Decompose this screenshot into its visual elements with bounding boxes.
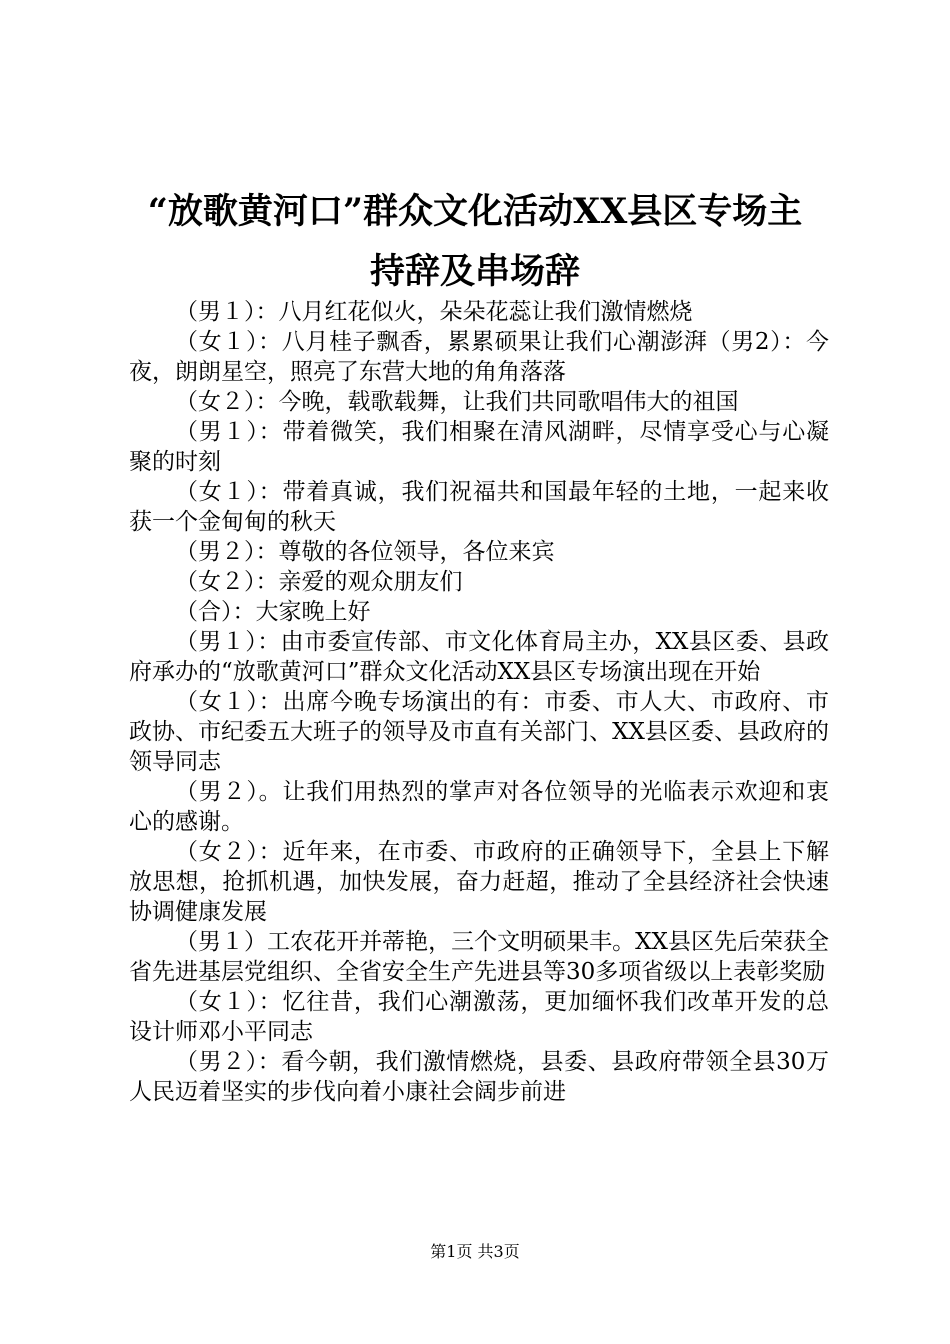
- paragraph: （男１）：八月红花似火，朵朵花蕊让我们激情燃烧: [175, 299, 693, 325]
- document-title: [120, 182, 830, 302]
- paragraph: （女２）：近年来，在市委、市政府的正确领导下，全县上下解放思想，抢抓机遇，加快发展，奋力赶超，推动了全县经济社会快速协调健康发展: [129, 839, 829, 925]
- paragraph: （男１）：带着微笑，我们相聚在清风湖畔，尽情享受心与心凝聚的时刻: [129, 419, 829, 475]
- paragraph: （男２）：尊敬的各位领导，各位来宾: [175, 539, 555, 565]
- document-body: [129, 297, 829, 1107]
- paragraph: （男２）。让我们用热烈的掌声对各位领导的光临表示欢迎和衷心的感谢。: [129, 779, 829, 835]
- paragraph: （男１）：由市委宣传部、市文化体育局主办，XX县区委、县政府承办的“放歌黄河口”群众文化活动XX县区专场演出现在开始: [129, 629, 829, 685]
- paragraph: （男１）工农花开并蒂艳，三个文明硕果丰。XX县区先后荣获全省先进基层党组织、全省安全生产先进县等30多项省级以上表彰奖励: [129, 929, 829, 985]
- title-line-2: 持辞及串场辞: [369, 251, 580, 292]
- title-line-1: “放歌黄河口”群众文化活动XX县区专场主: [147, 191, 803, 232]
- paragraph: （女２）：亲爱的观众朋友们: [175, 569, 463, 595]
- paragraph: （男２）：看今朝，我们激情燃烧，县委、县政府带领全县30万人民迈着坚实的步伐向着小康社会阔步前进: [129, 1049, 829, 1105]
- paragraph: （女２）：今晚，载歌载舞，让我们共同歌唱伟大的祖国: [175, 389, 739, 415]
- paragraph: （女１）：带着真诚，我们祝福共和国最年轻的土地，一起来收获一个金甸甸的秋天: [129, 479, 829, 535]
- paragraph: （女１）：出席今晚专场演出的有：市委、市人大、市政府、市政协、市纪委五大班子的领导及市直有关部门、XX县区委、县政府的领导同志: [129, 689, 829, 775]
- page-footer: 第1页 共3页: [430, 1242, 520, 1261]
- paragraph: （合）：大家晚上好: [175, 599, 371, 625]
- paragraph: （女１）：八月桂子飘香，累累硕果让我们心潮澎湃（男2）：今夜，朗朗星空，照亮了东营大地的角角落落: [129, 329, 829, 385]
- paragraph: （女１）：忆往昔，我们心潮激荡，更加缅怀我们改革开发的总设计师邓小平同志: [129, 989, 829, 1045]
